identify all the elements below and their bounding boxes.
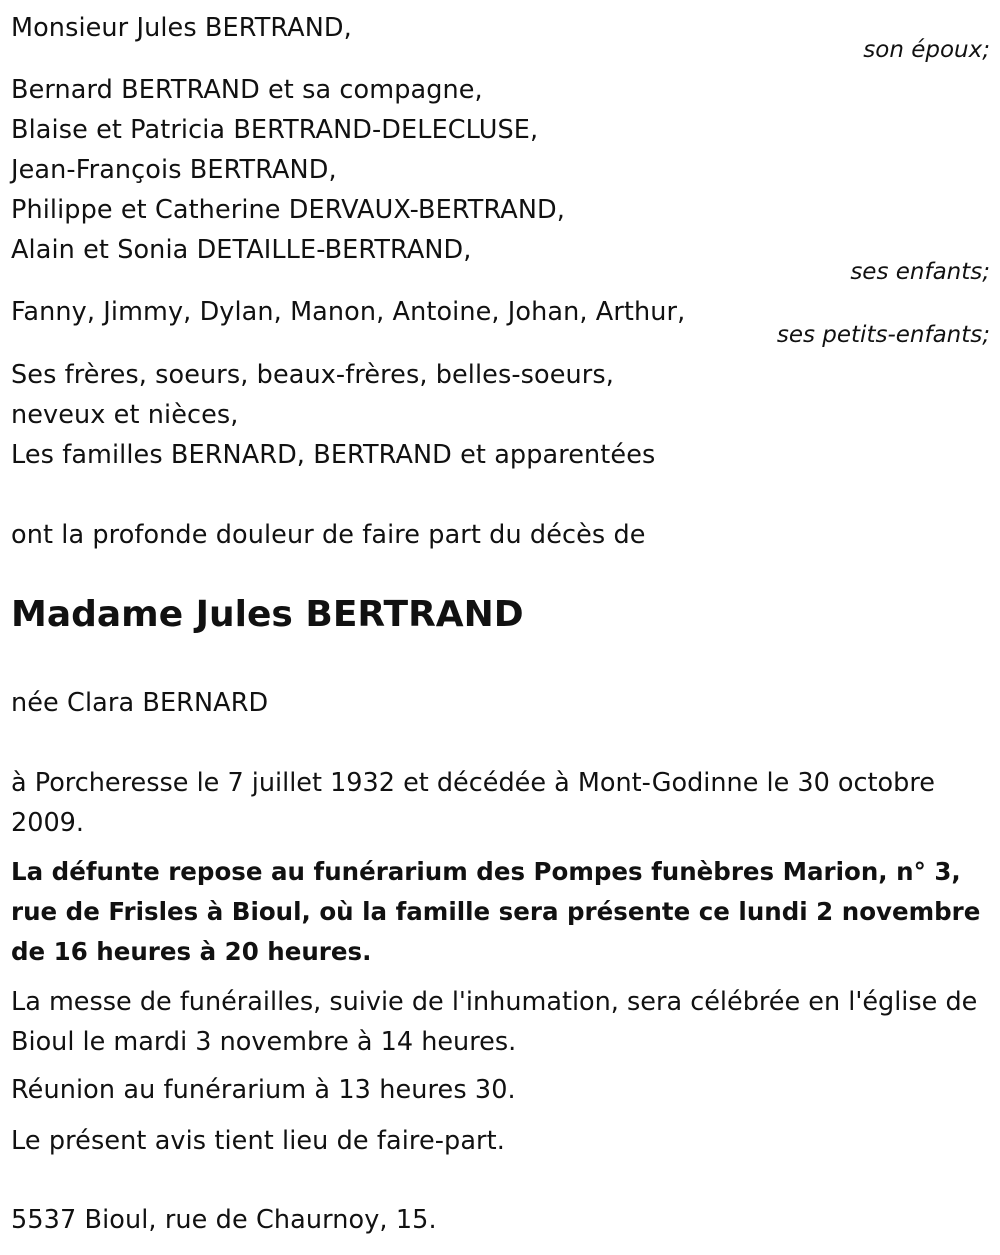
mass-info: La messe de funérailles, suivie de l'inhumation, sera célébrée en l'église de Bioul le mardi 3 novembre à 14 heures. [11, 987, 978, 1057]
meeting-info: Réunion au funérarium à 13 heures 30. [11, 1075, 516, 1105]
announcement: ont la profonde douleur de faire part du décès de [11, 520, 646, 550]
children-role: ses enfants; [850, 259, 990, 285]
family-line: Les familles BERNARD, BERTRAND et apparentées [11, 440, 656, 470]
grandchildren-role: ses petits-enfants; [776, 322, 990, 348]
notice-text: Le présent avis tient lieu de faire-part. [11, 1126, 505, 1156]
child-line: Bernard BERTRAND et sa compagne, [11, 75, 483, 105]
deceased-name: Madame Jules BERTRAND [11, 594, 524, 635]
child-line: Philippe et Catherine DERVAUX-BERTRAND, [11, 195, 565, 225]
spouse-line: Monsieur Jules BERTRAND, [11, 13, 352, 43]
grandchildren-line: Fanny, Jimmy, Dylan, Manon, Antoine, Johan, Arthur, [11, 297, 686, 327]
address: 5537 Bioul, rue de Chaurnoy, 15. [11, 1205, 437, 1235]
spouse-role: son époux; [863, 37, 990, 63]
family-line: neveux et nièces, [11, 400, 239, 430]
child-line: Blaise et Patricia BERTRAND-DELECLUSE, [11, 115, 539, 145]
child-line: Alain et Sonia DETAILLE-BERTRAND, [11, 235, 472, 265]
family-line: Ses frères, soeurs, beaux-frères, belles-soeurs, [11, 360, 614, 390]
maiden-name: née Clara BERNARD [11, 688, 269, 718]
child-line: Jean-François BERTRAND, [11, 155, 337, 185]
viewing-info: La défunte repose au funérarium des Pompes funèbres Marion, n° 3, rue de Frisles à Bioul, où la famille sera présente ce lundi 2 novembre de 16 heures à 20 heures. [11, 857, 981, 966]
family-list [11, 355, 655, 475]
children-list [11, 70, 565, 270]
birth-death: à Porcheresse le 7 juillet 1932 et décédée à Mont-Godinne le 30 octobre 2009. [11, 768, 935, 838]
